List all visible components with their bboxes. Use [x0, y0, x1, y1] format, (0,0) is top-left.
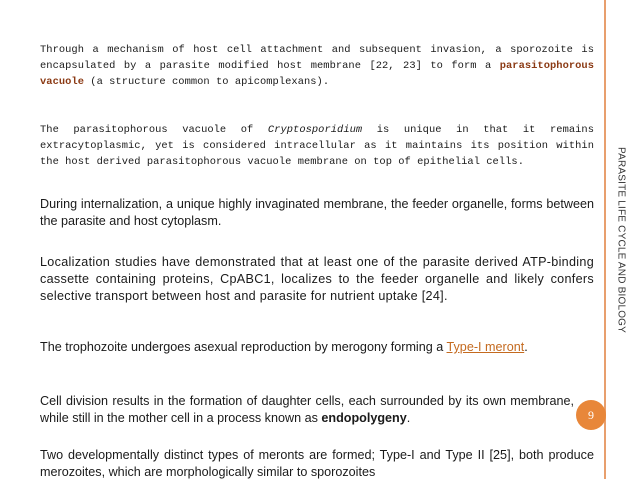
bold-term: endopolygeny	[321, 411, 407, 425]
type-i-meront-link[interactable]: Type-I meront	[446, 340, 525, 354]
slide-side-title: PARASITE LIFE CYCLE AND BIOLOGY	[615, 146, 627, 334]
italic-term: Cryptosporidium	[267, 124, 363, 136]
bullet-item	[14, 447, 598, 481]
highlighted-term: parasitophorous vacuole	[40, 60, 594, 88]
bullet-item	[14, 254, 598, 305]
bullet-item	[14, 122, 598, 170]
bullet-text: Localization studies have demonstrated that at least one of the parasite derived ATP-binding cassette containing proteins, CpABC1, localizes to the feeder organelle and likely confers selective transport between host and parasite for nutrient uptake [24].	[40, 255, 594, 303]
bullet-text: Cell division results in the formation of daughter cells, each surrounded by its own membrane, while still in the mother cell in a process known as endopolygeny.	[40, 394, 574, 425]
bullet-item	[14, 339, 598, 356]
bullet-item	[14, 196, 598, 230]
bullet-text: During internalization, a unique highly invaginated membrane, the feeder organelle, forms between the parasite and host cytoplasm.	[40, 197, 594, 228]
bullet-text: The trophozoite undergoes asexual reproduction by merogony forming a Type-I meront.	[40, 340, 528, 354]
bullet-text: The parasitophorous vacuole of Cryptosporidium is unique in that it remains extracytoplasmic, yet is considered intracellular as it maintains its position within the host derived parasitophorous vacuole membrane on top of epithelial cells.	[40, 124, 594, 168]
slide-body	[14, 0, 598, 479]
page-number-badge: 9	[576, 400, 606, 430]
bullet-item	[14, 393, 598, 427]
bullet-item	[14, 42, 598, 90]
bullet-text: Two developmentally distinct types of meronts are formed; Type-I and Type II [25], both produce merozoites, which are morphologically similar to sporozoites	[40, 448, 594, 479]
bullet-text: Through a mechanism of host cell attachment and subsequent invasion, a sporozoite is encapsulated by a parasite modified host membrane [22, 23] to form a parasitophorous vacuole (a structure common to apicomplexans).	[40, 44, 594, 88]
